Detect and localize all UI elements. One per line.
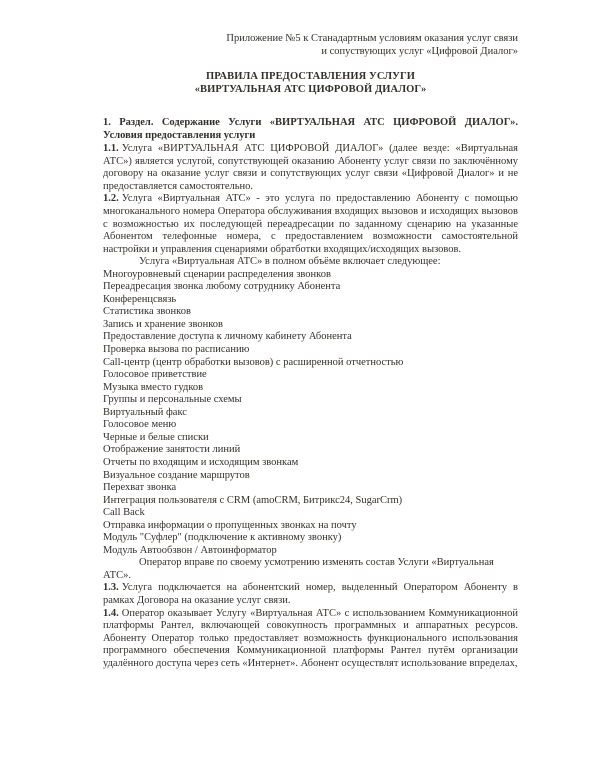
feature-list-item: Переадресация звонка любому сотруднику Абонента — [103, 281, 341, 293]
document-title-line2: «ВИРТУАЛЬНАЯ АТС ЦИФРОВОЙ ДИАЛОГ» — [194, 83, 427, 95]
document-title-line1: ПРАВИЛА ПРЕДОСТАВЛЕНИЯ УСЛУГИ — [205, 71, 416, 83]
feature-list-item: Модуль "Суфлер" (подключение к активному звонку) — [103, 532, 342, 544]
feature-list-item: Отчеты по входящим и исходящим звонкам — [103, 456, 299, 468]
feature-list-item: Call Back — [103, 507, 145, 519]
feature-list-item: Запись и хранение звонков — [103, 318, 223, 330]
feature-list-item: Модуль Автообзвон / Автоинформатор — [103, 544, 277, 556]
paragraph-1-2-text: Услуга «Виртуальная АТС» - это услуга по предоставлению Абоненту с помощью многоканального номера Оператора обслуживания входящих вызовов и исходящих вызовов с возможностью их последующей переадресации по заданному сценарию на указанные Абонентом телефонные номера, с предоставлением возможности самостоятельной настройки и управления сценариями обратботки входящих/исходящих вызовов. — [103, 193, 518, 255]
feature-list-item: Проверка вызова по расписанию — [103, 344, 250, 356]
appendix-header — [103, 33, 518, 58]
feature-list-item: Перехват звонка — [103, 482, 177, 494]
paragraph-1-1-text: Услуга «ВИРТУАЛЬНАЯ АТС ЦИФРОВОЙ ДИАЛОГ» (далее везде: «Виртуальная АТС») является услугой, сопутствующей оказанию Абоненту услуг связи по заключённому договору на оказание услуг связи и сопутствующих услуг связи «Цифровой Диалог» и не предоставляется самостоятельно. — [103, 143, 518, 192]
feature-list-item: Виртуальный факс — [103, 406, 187, 418]
feature-list-item: Голосовое меню — [103, 419, 177, 431]
document-body — [103, 33, 518, 670]
paragraph-1-2 — [103, 193, 518, 256]
feature-list-item: Конференцсвязь — [103, 293, 177, 305]
paragraph-1-4 — [103, 608, 518, 671]
paragraph-1-1-number: 1.1. — [103, 143, 119, 155]
appendix-header-line2: и сопуствующих услуг «Цифровой Диалог» — [321, 45, 518, 57]
feature-list-item: Черные и белые списки — [103, 431, 209, 443]
feature-list-item: Статистика звонков — [103, 306, 191, 318]
paragraph-1-3-number: 1.3. — [103, 582, 119, 594]
feature-list-item: Многоуровневый сценарии распределения звонков — [103, 268, 331, 280]
includes-intro-line: Услуга «Виртуальная АТС» в полном объёме включает следующее: — [139, 256, 441, 268]
feature-list-item: Голосовое приветствие — [103, 369, 207, 381]
operator-note-line: Оператор вправе по своему усмотрению изменять состав Услуги «Виртуальная АТС». — [103, 557, 494, 581]
paragraph-1-4-text: Оператор оказывает Услугу «Виртуальная АТС» с использованием Коммуникационной платформы Рантел, включающей совокупность программных и аппаратных ресурсов. Абоненту Оператор только предоставляет возможность функционального использования программного обеспечения Коммуникационной платформы Рантел путём организации удалённого доступа через сеть «Интернет». Абонент осуществлят использование впределах, — [103, 607, 518, 669]
paragraph-1-3 — [103, 582, 518, 607]
paragraph-1-3-text: Услуга подключается на абонентский номер, выделенный Оператором Абоненту в рамках Договора на оказание услуг связи. — [103, 582, 518, 606]
feature-list-item: Call-центр (центр обработки вызовов) с расширенной отчетностью — [103, 356, 404, 368]
section-1-heading: 1. Раздел. Содержание Услуги «ВИРТУАЛЬНАЯ АТС ЦИФРОВОЙ ДИАЛОГ». Условия предоставления услуги — [103, 117, 518, 141]
feature-list-item: Интеграция пользователя с CRM (amoCRM, Битрикс24, SugarCrm) — [103, 494, 403, 506]
feature-list — [103, 269, 518, 558]
document-title — [103, 71, 518, 96]
paragraph-1-2-number: 1.2. — [103, 193, 119, 205]
paragraph-1-1 — [103, 143, 518, 193]
feature-list-item: Отображение занятости линий — [103, 444, 241, 456]
appendix-header-line1: Приложение №5 к Станадартным условиям оказания услуг связи — [226, 33, 518, 44]
feature-list-item: Предоставление доступа к личному кабинету Абонента — [103, 331, 352, 343]
feature-list-item: Музыка вместо гудков — [103, 381, 204, 393]
feature-list-item: Отправка информации о пропущенных звонках на почту — [103, 519, 357, 531]
feature-list-item: Визуальное создание маршрутов — [103, 469, 250, 481]
paragraph-1-4-number: 1.4. — [103, 607, 119, 619]
feature-list-item: Группы и персональные схемы — [103, 394, 242, 406]
